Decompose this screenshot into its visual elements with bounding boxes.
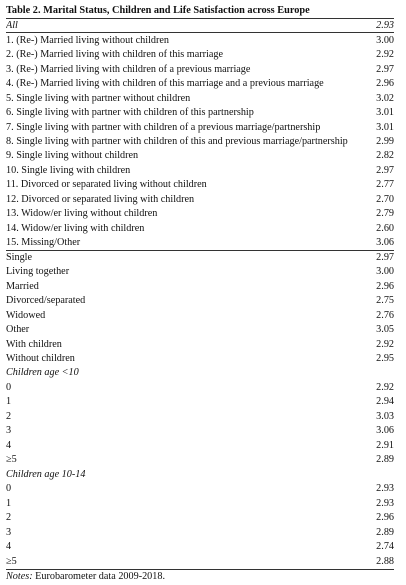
table-row <box>6 164 394 178</box>
row-value: 2.88 <box>376 555 394 567</box>
row-label: 4. (Re-) Married living with children of this marriage and a previous marriage <box>6 78 324 90</box>
row-label: All <box>6 19 18 31</box>
table-row <box>6 207 394 221</box>
row-value: 3.00 <box>376 34 394 46</box>
table-row <box>6 135 394 149</box>
table-row <box>6 525 394 539</box>
row-value: 2.99 <box>376 135 394 147</box>
row-label: 2 <box>6 410 12 422</box>
row-value: 2.70 <box>376 193 394 205</box>
row-label: Without children <box>6 353 75 365</box>
row-label: 9. Single living without children <box>6 150 139 162</box>
table-row <box>6 251 394 265</box>
table-row <box>6 482 394 496</box>
row-value: 2.60 <box>376 222 394 234</box>
row-label: Widowed <box>6 309 46 321</box>
row-value: 2.96 <box>376 512 394 524</box>
row-value: 2.75 <box>376 295 394 307</box>
row-value: 2.77 <box>376 179 394 191</box>
row-value: 2.96 <box>376 78 394 90</box>
table-row <box>6 120 394 134</box>
table-row <box>6 149 394 163</box>
row-label: 4 <box>6 541 12 553</box>
table-row <box>6 178 394 192</box>
row-value: 3.00 <box>376 266 394 278</box>
table-row <box>6 366 394 380</box>
row-value: 2.92 <box>376 338 394 350</box>
row-label: 1. (Re-) Married living without children <box>6 34 169 46</box>
table-row <box>6 265 394 279</box>
row-label: ≥5 <box>6 454 17 466</box>
table-row <box>6 395 394 409</box>
row-label: Divorced/separated <box>6 295 86 307</box>
row-value: 2.97 <box>376 164 394 176</box>
notes-label: Notes: <box>6 570 33 582</box>
row-value: 2.96 <box>376 280 394 292</box>
row-value: 3.02 <box>376 92 394 104</box>
row-label: 12. Divorced or separated living with children <box>6 193 195 205</box>
row-label: Single <box>6 251 33 263</box>
row-value: 2.74 <box>376 541 394 553</box>
row-label: Living together <box>6 266 70 278</box>
table-row <box>6 33 394 47</box>
table-row <box>6 77 394 91</box>
row-label: Other <box>6 324 30 336</box>
table-title: Table 2. Marital Status, Children and Life Satisfaction across Europe <box>6 5 310 16</box>
table-body <box>6 19 394 569</box>
row-label: 15. Missing/Other <box>6 236 81 248</box>
row-label: 11. Divorced or separated living without children <box>6 179 207 191</box>
row-label: Children age <10 <box>6 367 79 379</box>
row-label: 3 <box>6 425 12 437</box>
row-value: 3.03 <box>376 410 394 422</box>
table-row <box>6 193 394 207</box>
table-row <box>6 337 394 351</box>
table-row <box>6 381 394 395</box>
notes-text: Eurobarometer data 2009-2018. <box>32 570 166 582</box>
row-label: 0 <box>6 483 12 495</box>
row-label: 2. (Re-) Married living with children of this marriage <box>6 49 223 61</box>
row-label: ≥5 <box>6 555 17 567</box>
row-value: 2.76 <box>376 309 394 321</box>
row-value: 2.93 <box>376 497 394 509</box>
row-label: Children age 10-14 <box>6 468 86 480</box>
table-row <box>6 62 394 76</box>
table-row <box>6 554 394 568</box>
table-row <box>6 48 394 62</box>
row-value: 2.93 <box>376 483 394 495</box>
table-row <box>6 352 394 366</box>
row-value: 2.95 <box>376 353 394 365</box>
table-row <box>6 19 394 33</box>
table-row <box>6 91 394 105</box>
row-label: 8. Single living with partner with children of this and previous marriage/partnership <box>6 135 348 147</box>
row-value: 2.79 <box>376 208 394 220</box>
table-row <box>6 496 394 510</box>
row-label: 10. Single living with children <box>6 164 131 176</box>
row-label: With children <box>6 338 62 350</box>
row-value: 3.05 <box>376 324 394 336</box>
row-label: 0 <box>6 381 12 393</box>
table-row <box>6 222 394 236</box>
row-value: 2.93 <box>376 19 394 31</box>
table-row <box>6 308 394 322</box>
row-label: 2 <box>6 512 12 524</box>
table-row <box>6 439 394 453</box>
table-row <box>6 236 394 250</box>
row-value: 2.97 <box>376 251 394 263</box>
row-label: 7. Single living with partner with children of a previous marriage/partnership <box>6 121 321 133</box>
row-value: 2.92 <box>376 49 394 61</box>
table-notes <box>6 569 394 583</box>
row-label: 1 <box>6 497 12 509</box>
row-label: 14. Widow/er living with children <box>6 222 145 234</box>
table-row <box>6 511 394 525</box>
row-value: 3.01 <box>376 121 394 133</box>
row-label: 3. (Re-) Married living with children of a previous marriage <box>6 63 251 75</box>
table-row <box>6 453 394 467</box>
row-value: 2.91 <box>376 439 394 451</box>
table-row <box>6 106 394 120</box>
row-label: 5. Single living with partner without children <box>6 92 191 104</box>
table-row <box>6 294 394 308</box>
row-value: 3.06 <box>376 236 394 248</box>
row-value: 3.01 <box>376 107 394 119</box>
table-container <box>6 4 394 583</box>
table-row <box>6 323 394 337</box>
row-value: 2.89 <box>376 526 394 538</box>
row-value: 2.82 <box>376 150 394 162</box>
row-label: 13. Widow/er living without children <box>6 208 158 220</box>
row-value: 2.89 <box>376 454 394 466</box>
table-row <box>6 279 394 293</box>
row-value: 2.97 <box>376 63 394 75</box>
table-row <box>6 540 394 554</box>
row-label: Married <box>6 280 39 292</box>
row-label: 4 <box>6 439 12 451</box>
row-value: 2.92 <box>376 381 394 393</box>
table-row <box>6 424 394 438</box>
row-label: 3 <box>6 526 12 538</box>
row-label: 1 <box>6 396 12 408</box>
table-row <box>6 410 394 424</box>
row-label: 6. Single living with partner with children of this partnership <box>6 107 254 119</box>
table-row <box>6 468 394 482</box>
row-value: 2.94 <box>376 396 394 408</box>
row-value: 3.06 <box>376 425 394 437</box>
